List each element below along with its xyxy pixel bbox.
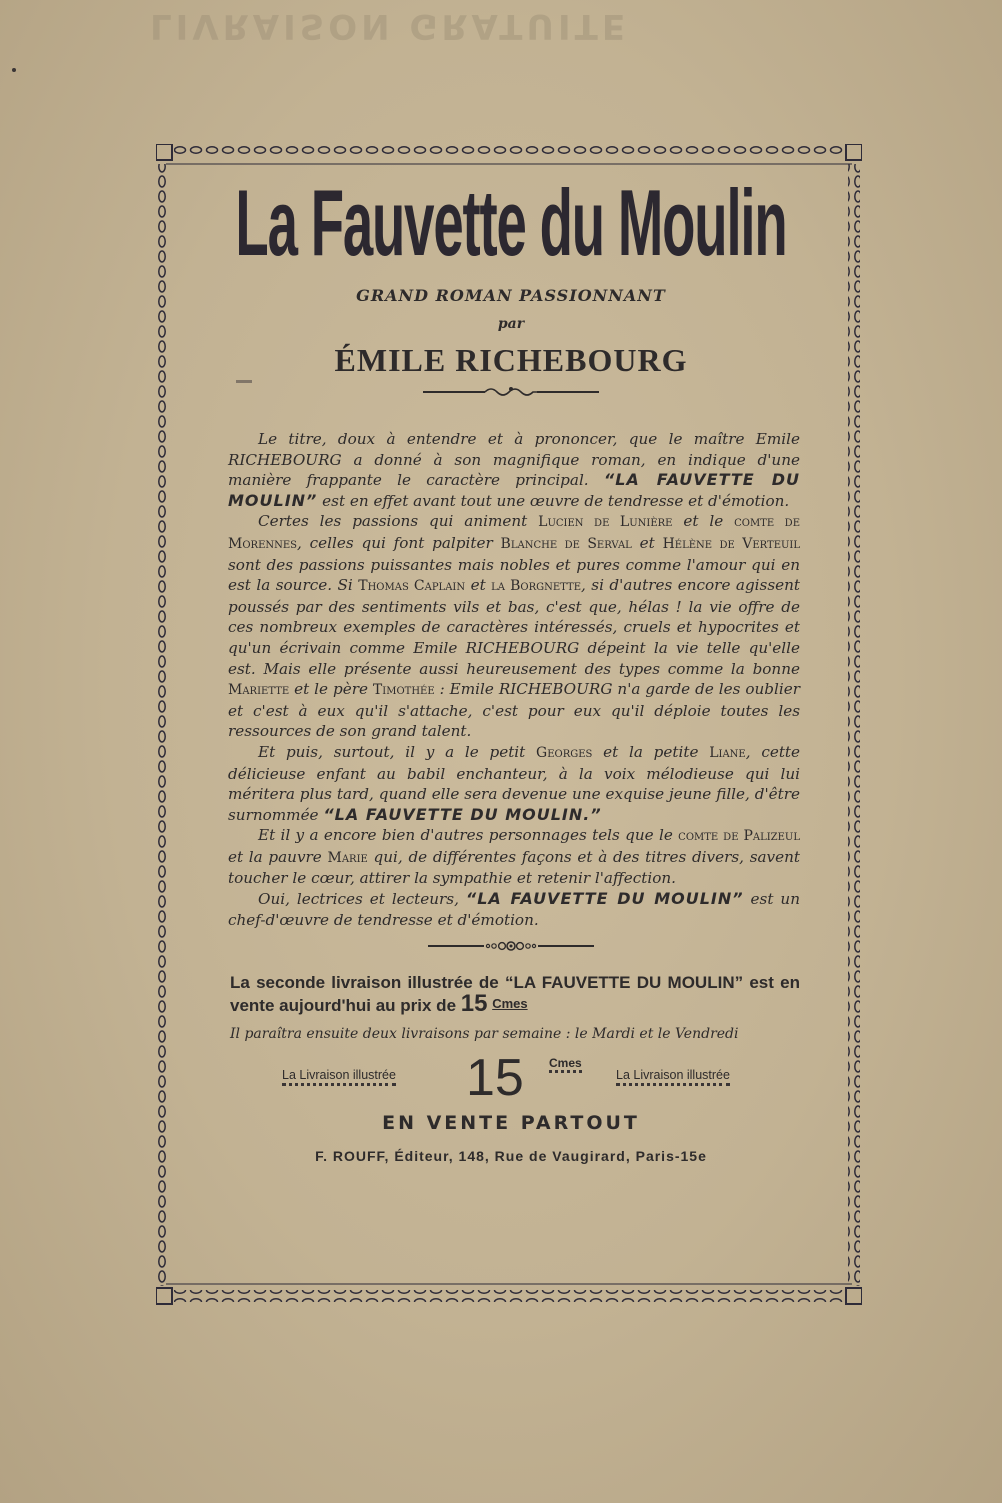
by-line: par	[497, 316, 525, 332]
advertisement-content	[216, 168, 806, 1164]
price-number: 15	[466, 1049, 524, 1108]
paragraph-5: Oui, lectrices et lecteurs, “LA FAUVETTE DU MOULIN” est un chef-d'œuvre de tendresse et d'émotion.	[228, 889, 800, 929]
article-body	[228, 429, 800, 930]
publication-schedule: Il paraîtra ensuite deux livraisons par semaine : le Mardi et le Vendredi	[230, 1026, 739, 1043]
author-name: ÉMILE RICHEBOURG	[334, 342, 688, 378]
paragraph-3: Et puis, surtout, il y a le petit Georges et la petite Liane, cette délicieuse enfant au babil enchanteur, à la voix mélodieuse qui lui méritera plus tard, quand elle sera devenue une exquise jeune fille, d'être surnommée “LA FAUVETTE DU MOULIN.”	[228, 742, 801, 824]
notice-price: 15	[460, 990, 488, 1018]
sale-banner: EN VENTE PARTOUT	[382, 1112, 640, 1135]
publisher-address: F. ROUFF, Éditeur, 148, Rue de Vaugirard, Paris-15e	[315, 1148, 707, 1165]
paragraph-1: Le titre, doux à entendre et à prononcer, que le maître Emile RICHEBOURG a donné à son magnifique roman, en indique d'une manière frappante le caractère principal. “LA FAUVETTE DU MOULIN” est en effet avant tout une œuvre de tendresse et d'émotion.	[228, 430, 800, 510]
page-title: La Fauvette du Moulin	[235, 170, 787, 275]
price-line	[216, 1049, 806, 1108]
subtitle: GRAND ROMAN PASSIONNANT	[356, 286, 666, 305]
issue-label-right: La Livraison illustrée	[616, 1068, 730, 1086]
second-issue-notice: La seconde livraison illustrée de “LA FAUVETTE DU MOULIN” est en vente aujourd'hui au prix de 15 $^{Cmes}$	[230, 973, 800, 1018]
bleed-through-header: LIVRAISON GRATUITE	[150, 6, 630, 46]
issue-label-left: La Livraison illustrée	[282, 1068, 396, 1086]
circles-ornament	[428, 940, 594, 952]
flourish-ornament	[423, 385, 599, 399]
ink-speck	[12, 68, 16, 72]
paragraph-4: Et il y a encore bien d'autres personnages tels que le comte de Palizeul et la pauvre Marie qui, de différentes façons et à des titres divers, savent toucher le cœur, attirer la sympathie et retenir l'affection.	[228, 826, 800, 888]
notice-unit: Cmes	[492, 996, 528, 1012]
paragraph-2: Certes les passions qui animent Lucien de Lunière et le comte de Morennes, celles qui font palpiter Blanche de Serval et Hélène de Verteuil sont des passions puissantes mais nobles et pures comme l'amour qui en est la source. Si Thomas Caplain et la Borgnette, si d'autres encore agissent poussés par des sentiments vils et bas, c'est que, hélas ! la vie offre de ces nombreux exemples de caractères intéressés, cruels et hypocrites et qu'un écrivain comme Emile RICHEBOURG dépeint la vie telle qu'elle est. Mais elle présente aussi heureusement des types comme la bonne Mariette et le père Timothée : Emile RICHEBOURG n'a garde de les oublier et c'est à eux qu'il s'attache, c'est pour eux qu'il déploie toutes les ressources de son grand talent.	[228, 512, 801, 741]
price-unit: Cmes	[549, 1056, 582, 1073]
